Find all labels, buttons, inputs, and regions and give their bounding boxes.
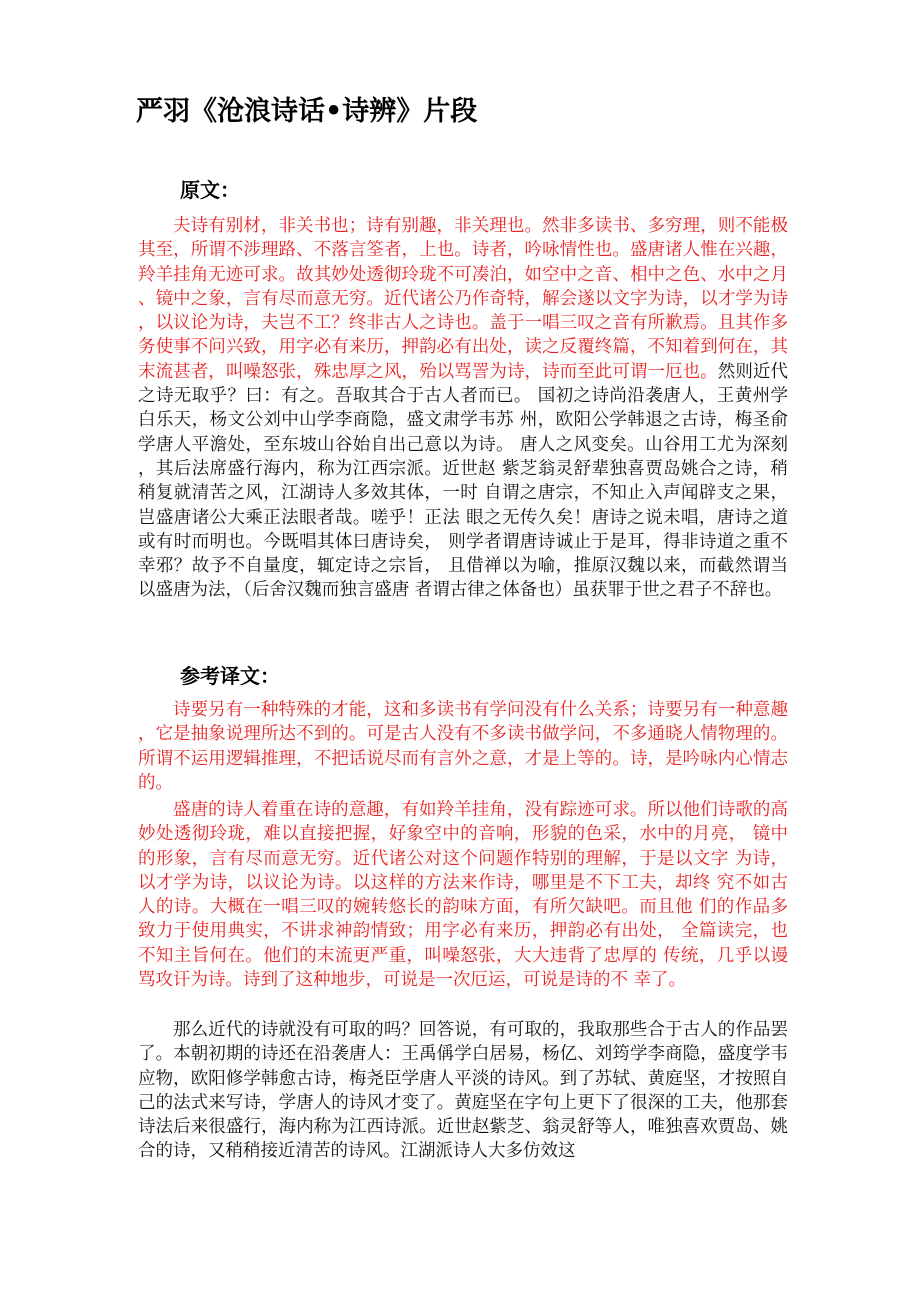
- original-text-red-segment: 夫诗有别材，非关书也；诗有别趣，非关理也。然非多读书、多穷理，则不能极其至，所谓不涉理路、不落言筌者，上也。诗者，吟咏情性也。盛唐诸人惟在兴趣，羚羊挂角无迹可求。故其妙处透彻玲珑不可凑泊，如空中之音、相中之色、水中之月、镜中之象，言有尽而意无穷。近代诸公乃作奇特，解会遂以文字为诗，以才学为诗，以议论为诗，夫岂不工？终非古人之诗也。盖于一唱三叹之音有所歉焉。且其作多务使事不问兴致，用字必有来历，押韵必有出处，读之反覆终篇，不知着到何在，其末流甚者，叫噪怒张，殊忠厚之风，殆以骂詈为诗，诗而至此可谓一厄也。: [138, 216, 788, 382]
- translation-paragraph-2: 盛唐的诗人着重在诗的意趣，有如羚羊挂角，没有踪迹可求。所以他们诗歌的高妙处透彻玲珑，难以直接把握，好象空中的音响，形貌的色采，水中的月亮， 镜中的形象，言有尽而意无穷。近代诸公对这个问题作特别的理解，于是以文字 为诗，以才学为诗，以议论为诗。以这样的方法来作诗，哪里是不下工夫，却终 究不如古人的诗。大概在一唱三叹的婉转悠长的韵味方面，有所欠缺吧。而且他 们的作品多致力于使用典实，不讲求神韵情致；用字必有来历，押韵必有出处， 全篇读完，也不知主旨何在。他们的末流更严重，叫噪怒张，大大违背了忠厚的 传统，几乎以谩骂攻讦为诗。诗到了这种地步，可说是一次厄运，可说是诗的不 幸了。: [138, 800, 788, 991]
- translation-paragraph-1: 诗要另有一种特殊的才能，这和多读书有学问没有什么关系；诗要另有一种意趣，它是抽象说理所达不到的。可是古人没有不多读书做学问，不多通晓人情物理的。所谓不运用逻辑推理，不把话说尽而有言外之意，才是上等的。诗，是吟咏内心情志的。: [138, 700, 788, 793]
- original-text-black-segment: 然则近代之诗无取乎？曰：有之。吾取其合于古人者而已。 国初之诗尚沿袭唐人，王黄州学白乐天，杨文公刘中山学李商隐，盛文肃学韦苏 州，欧阳公学韩退之古诗，梅圣俞学唐人平澹处，至东坡山谷始自出己意以为诗。 唐人之风变矣。山谷用工尤为深刻，其后法席盛行海内，称为江西宗派。近世赵 紫芝翁灵舒辈独喜贾岛姚合之诗，稍稍复就清苦之风，江湖诗人多效其体，一时 自谓之唐宗，不知止入声闻辟支之果，岂盛唐诸公大乘正法眼者哉。嗟乎！正法 眼之无传久矣！唐诗之说未唱，唐诗之道或有时而明也。今既唱其体曰唐诗矣， 则学者谓唐诗诚止于是耳，得非诗道之重不幸邪？故予不自量度，辄定诗之宗旨， 且借禅以为喻，推原汉魏以来，而截然谓当以盛唐为法，（后舍汉魏而独言盛唐 者谓古律之体备也）虽获罪于世之君子不辞也。: [138, 361, 789, 601]
- page-title: 严羽《沧浪诗话•诗辨》片段: [136, 96, 478, 127]
- original-text-heading: 原文：: [180, 178, 240, 202]
- translation-paragraph-3: 那么近代的诗就没有可取的吗？回答说，有可取的，我取那些合于古人的作品罢了。本朝初期的诗还在沿袭唐人：王禹偁学白居易，杨亿、刘筠学李商隐，盛度学韦应物，欧阳修学韩愈古诗，梅尧臣学唐人平淡的诗风。到了苏轼、黄庭坚，才按照自己的法式来写诗，学唐人的诗风才变了。黄庭坚在字句上更下了很深的工夫，他那套诗法后来很盛行，海内称为江西诗派。近世赵紫芝、翁灵舒等人，唯独喜欢贾岛、姚合的诗，又稍稍接近清苦的诗风。江湖派诗人大多仿效这: [138, 1020, 788, 1162]
- original-text-paragraph: [138, 214, 788, 634]
- translation-heading: 参考译文：: [180, 664, 280, 688]
